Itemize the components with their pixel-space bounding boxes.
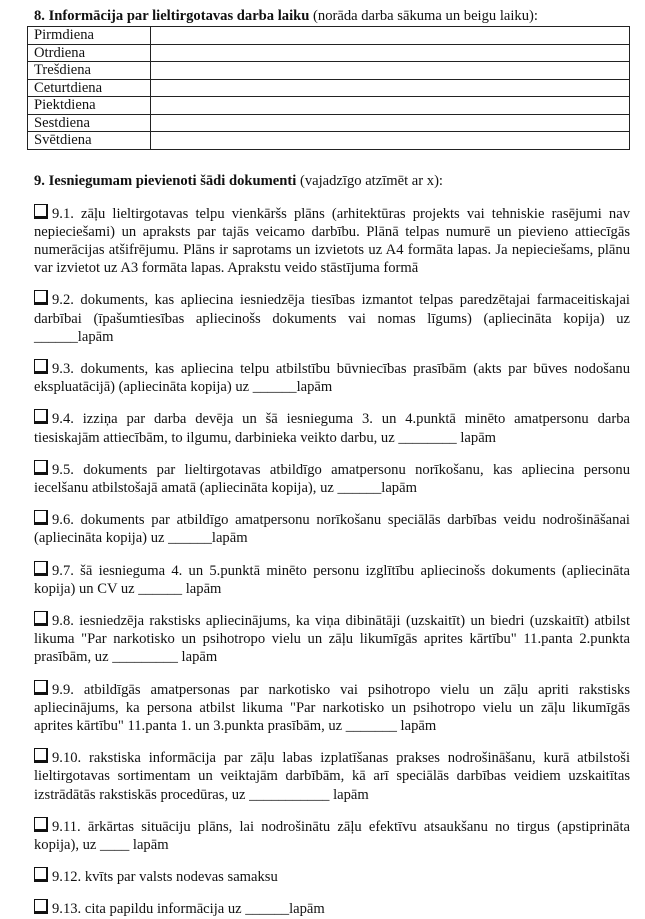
checkbox[interactable]: [34, 867, 48, 882]
checkbox[interactable]: [34, 359, 48, 374]
day-name: Ceturtdiena: [28, 79, 151, 97]
day-name: Svētdiena: [28, 132, 151, 150]
checkbox[interactable]: [34, 817, 48, 832]
section-8-heading: [34, 7, 630, 25]
section-8-title: 8. Informācija par lieltirgotavas darba laiku: [34, 8, 310, 24]
table-row: [28, 132, 630, 150]
checkbox[interactable]: [34, 460, 48, 475]
checklist-item-text: 9.13. cita papildu informācija uz ______lapām: [52, 901, 325, 918]
checklist-item: [34, 817, 630, 854]
checklist-item-text: 9.4. izziņa par darba devēja un šā iesnieguma 3. un 4.punktā minēto amatpersonu darba tiesiskajām attiecībām, to ilgumu, darbinieka veikto darbu, uz ________ lapām: [34, 411, 630, 446]
checklist-item-text: 9.9. atbildīgās amatpersonas par narkotisko vai psihotropo vielu un zāļu apriti rakstisks apliecinājums, ka persona atbilst likuma "Par narkotisko un psihotropo vielu un zāļu likumīgās aprites kārtību" 11.panta 1. un 3.punkta prasībām, uz _______ lapām: [34, 681, 630, 734]
checkbox[interactable]: [34, 204, 48, 219]
checklist-item-text: 9.7. šā iesnieguma 4. un 5.punktā minēto personu izglītību apliecinošs dokuments (apliecināta kopija) un CV uz ______ lapām: [34, 562, 630, 597]
checklist-item-text: 9.5. dokuments par lieltirgotavas atbildīgo amatpersonu norīkošanu, kas apliecina personu iecelšanu atbilstošajā amatā (apliecināta kopija), uz ______lapām: [34, 461, 630, 496]
checklist-item-text: 9.11. ārkārtas situāciju plāns, lai nodrošinātu zāļu efektīvu atsaukšanu no tirgus (apstiprināta kopija), uz ____ lapām: [34, 818, 630, 853]
checklist-item: [34, 204, 630, 278]
hours-cell[interactable]: [151, 79, 630, 97]
day-name: Pirmdiena: [28, 27, 151, 45]
checklist-item: [34, 409, 630, 446]
checklist-item: [34, 611, 630, 667]
checklist-item-text: 9.2. dokuments, kas apliecina iesniedzēja tiesības izmantot telpas paredzētajai farmaceitiskajai darbībai (īpašumtiesības apliecinošs dokuments vai nomas līgums) (apliecināta kopija) uz ______lapām: [34, 292, 630, 345]
checkbox[interactable]: [34, 680, 48, 695]
hours-cell[interactable]: [151, 27, 630, 45]
checklist-item: [34, 748, 630, 804]
hours-cell[interactable]: [151, 62, 630, 80]
checklist-item: [34, 899, 630, 918]
checklist-item-text: 9.3. dokuments, kas apliecina telpu atbilstību būvniecības prasībām (akts par būves nodošanu ekspluatācijā) (apliecināta kopija) uz ______lapām: [34, 360, 630, 396]
day-name: Sestdiena: [28, 114, 151, 132]
day-name: Trešdiena: [28, 62, 151, 80]
checklist-item-text: 9.12. kvīts par valsts nodevas samaksu: [52, 869, 278, 886]
checkbox[interactable]: [34, 561, 48, 576]
hours-cell[interactable]: [151, 44, 630, 62]
checklist-item-text: 9.8. iesniedzēja rakstisks apliecinājums, ka viņa dibinātāji (uzskaitīt) un biedri (uzskaitīt) atbilst likuma "Par narkotisko un psihotropo vielu un zāļu likumīgās aprites kārtību" 11.panta 2.punkta prasībām, uz _________ lapām: [34, 612, 630, 666]
checklist-item: [34, 290, 630, 346]
document-checklist: [34, 204, 630, 919]
checklist-item: [34, 510, 630, 547]
checkbox[interactable]: [34, 748, 48, 763]
checklist-item: [34, 867, 630, 886]
day-name: Otrdiena: [28, 44, 151, 62]
hours-cell[interactable]: [151, 132, 630, 150]
table-row: [28, 44, 630, 62]
checklist-item-text: 9.10. rakstiska informācija par zāļu labas izplatīšanas prakses nodrošināšanu, kurā atbilstoši lieltirgotavas sortimentam un veiktajām darbībām, kā arī speciālās darbības veidiem uzskaitītas izstrādātās rakstiskās procedūras, uz ___________ lapām: [34, 750, 630, 803]
checklist-item: [34, 460, 630, 497]
hours-cell[interactable]: [151, 114, 630, 132]
checklist-item-text: 9.1. zāļu lieltirgotavas telpu vienkāršs plāns (arhitektūras projekts vai tehniskie rasējumi nav nepieciešami) un apraksts par tajās veicamo darbību. Plānā telpas numurē un pievieno attiecīgās numerācijas atšifrējumu. Plāns ir saprotams un izvietots uz A4 formāta lapas. Ja nepieciešams, plānu var izvietot uz A3 formāta lapas. Aprakstu veido stāstījuma formā: [34, 205, 630, 277]
checklist-item: [34, 680, 630, 736]
checklist-item-text: 9.6. dokuments par atbildīgo amatpersonu norīkošanu speciālās darbības veidu nodrošināšanai (apliecināta kopija) uz ______lapām: [34, 512, 630, 547]
checkbox[interactable]: [34, 510, 48, 525]
section-8-note: (norāda darba sākuma un beigu laiku):: [309, 8, 538, 24]
checkbox[interactable]: [34, 899, 48, 914]
table-row: [28, 27, 630, 45]
checkbox[interactable]: [34, 611, 48, 626]
working-hours-table: [27, 26, 630, 150]
checklist-item: [34, 359, 630, 396]
hours-cell[interactable]: [151, 97, 630, 115]
checklist-item: [34, 561, 630, 598]
table-row: [28, 79, 630, 97]
checkbox[interactable]: [34, 290, 48, 305]
day-name: Piektdiena: [28, 97, 151, 115]
table-row: [28, 114, 630, 132]
table-row: [28, 97, 630, 115]
section-9-note: (vajadzīgo atzīmēt ar x):: [296, 172, 443, 189]
table-row: [28, 62, 630, 80]
section-9-heading: [34, 172, 630, 190]
checkbox[interactable]: [34, 409, 48, 424]
section-9-title: 9. Iesniegumam pievienoti šādi dokumenti: [34, 172, 297, 189]
